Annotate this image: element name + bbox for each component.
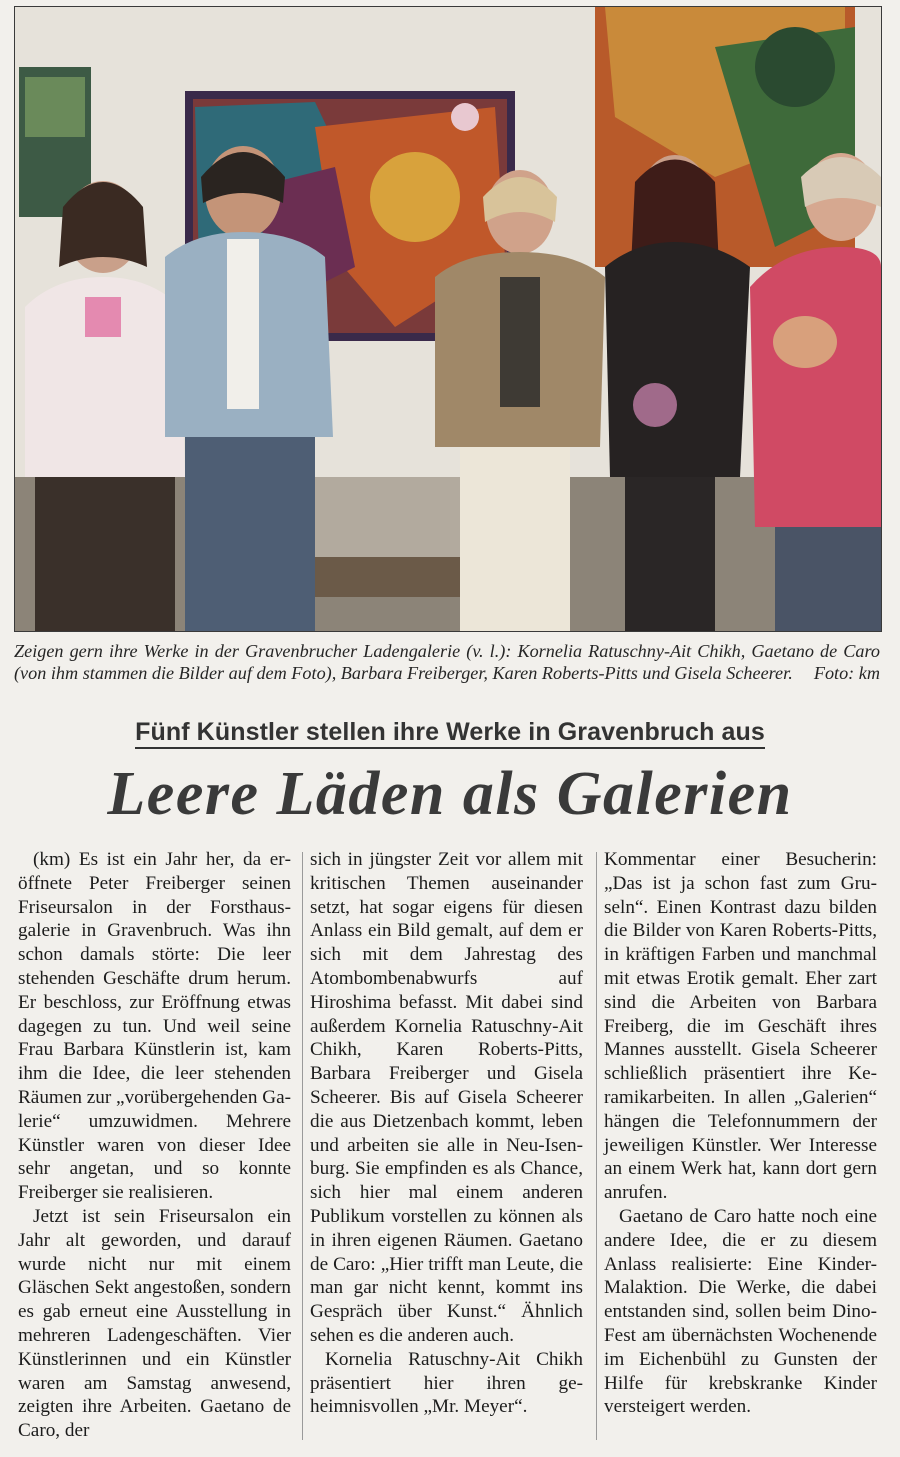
- column-divider: [302, 852, 303, 1440]
- article-column-1: [18, 848, 291, 1443]
- main-headline: Leere Läden als Galerien: [107, 760, 793, 828]
- article-column-2: [310, 848, 583, 1419]
- paragraph: Kornelia Ratuschny-Ait Chikh präsentiert hier ihren geheimnisvollen „Mr. Meyer“.: [310, 1348, 583, 1418]
- column-divider: [596, 852, 597, 1440]
- article-photo: [14, 6, 882, 632]
- paragraph: Kommentar einer Besucherin: „Das ist ja schon fast zum Gruseln“. Einen Kontrast dazu bilden die Bilder von Karen Roberts-Pitts, in kräftigen Farben und manchmal mit etwas Erotik gemalt. Eher zart sind die Arbeiten von Barbara Freiberg, die im Geschäft ihres Mannes ausstellt. Gisela Scheerer schließlich präsentiert ihre Keramikarbeiten. In allen „Galerien“ hängen die Telefonnummern der jeweiligen Künstler. Wer Interesse an einem Werk hat, kann dort gern anrufen.: [604, 849, 877, 1204]
- kicker-text: Fünf Künstler stellen ihre Werke in Gravenbruch aus: [135, 718, 765, 749]
- article-column-3: [604, 848, 877, 1419]
- paragraph: (km) Es ist ein Jahr her, da eröffnete Peter Freiberger seinen Friseursalon in der Forsthausgalerie in Gravenbruch. Was ihn schon damals störte: Die leer stehenden Geschäfte drum herum. Er beschloss, zur Eröffnung etwas dagegen zu tun. Und weil seine Frau Barbara Künstlerin ist, kam ihm die Idee, die leer stehenden Räumen zur „vorübergehenden Galerie“ umzuwidmen. Mehrere Künstler waren von dieser Idee sehr angetan, und so konnte Freiberger sie realisieren.: [18, 849, 291, 1204]
- paragraph: Gaetano de Caro hatte noch eine andere Idee, die er zu diesem Anlass realisierte: Eine Kinder-Malaktion. Die Werke, die dabei entstanden sind, sollen beim Dino-Fest am übernächsten Wochenende im Eichenbühl zu Gunsten der Hilfe für krebskranke Kinder versteigert werden.: [604, 1205, 877, 1418]
- photo-credit: Foto: km: [813, 663, 880, 683]
- kicker-headline: [0, 718, 900, 747]
- paragraph: Jetzt ist sein Friseursalon ein Jahr alt geworden, und darauf wurde nicht nur mit einem Gläschen Sekt angestoßen, sondern es gab erneut eine Ausstellung in mehreren Ladengeschäften. Vier Künstlerinnen und ein Künstler waren am Samstag anwesend, zeigten ihre Arbeiten. Gaetano de Caro, der: [18, 1205, 291, 1442]
- article-body: [14, 848, 880, 1448]
- caption-text: Zeigen gern ihre Werke in der Gravenbrucher Ladengalerie (v. l.): Kornelia Ratuschny-Ait Chikh, Gaetano de Caro (von ihm stammen die Bilder auf dem Foto), Barbara Freiberger, Karen Roberts-Pitts und Gisela Scheerer.: [14, 641, 880, 683]
- photo-caption: [14, 640, 880, 684]
- paragraph: sich in jüngster Zeit vor allem mit kritischen Themen auseinander setzt, hat sogar eigens für diesen Anlass ein Bild gemalt, auf dem er sich mit dem Jahrestag des Atombombenabwurfs auf Hiroshima befasst. Mit dabei sind außerdem Kornelia Ratuschny-Ait Chikh, Karen Roberts-Pitts, Barbara Freiberger und Gisela Scheerer. Bis auf Gisela Scheerer die aus Dietzenbach kommt, leben und arbeiten sie alle in Neu-Isenburg. Sie empfinden es als Chance, sich hier mal einem anderen Publikum vorstellen zu können als in ihren eigenen Räumen. Gaetano de Caro: „Hier trifft man Leute, die man gar nicht kennt, kommt ins Gespräch über Kunst.“ Ähnlich sehen es die anderen auch.: [310, 849, 583, 1346]
